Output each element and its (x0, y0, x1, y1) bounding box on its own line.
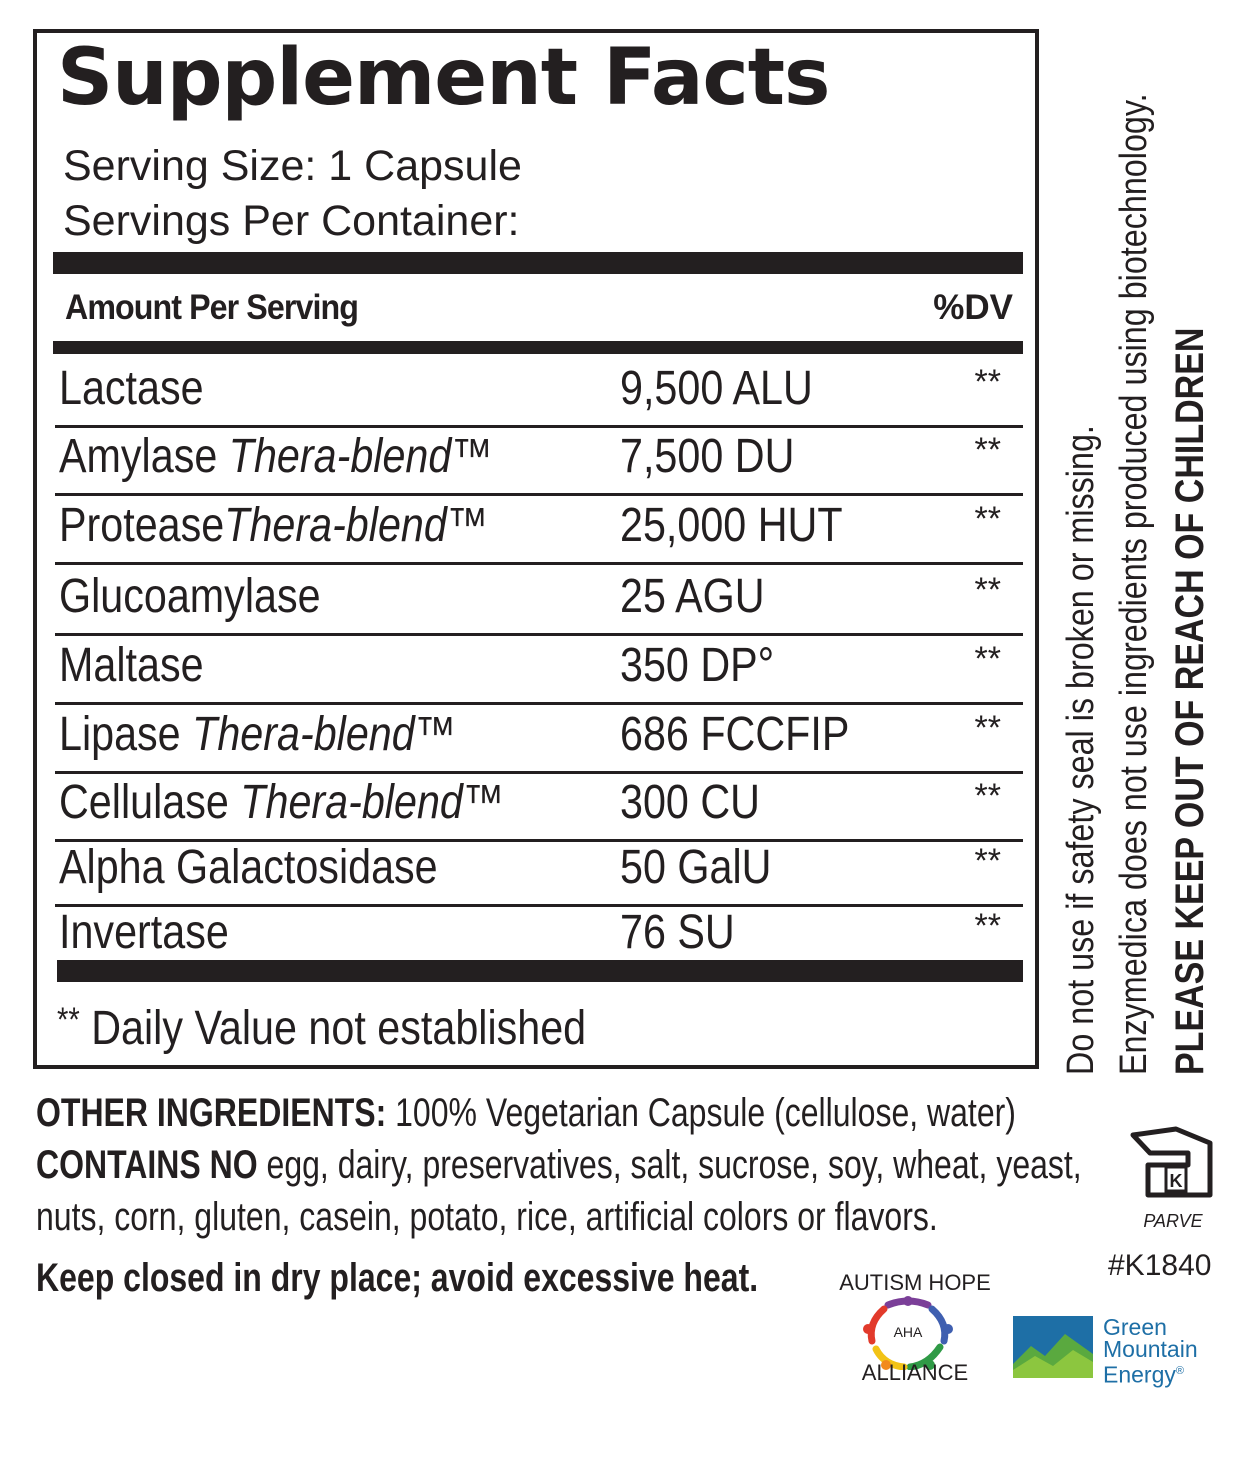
ingredient-amount: 76 SU (620, 906, 735, 959)
gme-line2: Mountain (1103, 1336, 1198, 1362)
ingredient-amount: 350 DP° (620, 639, 775, 692)
contains-no-text: egg, dairy, preservatives, salt, sucrose, soy, wheat, yeast, (257, 1143, 1082, 1187)
gme-line1: Green (1103, 1314, 1167, 1340)
contains-no-label: CONTAINS NO (36, 1143, 258, 1187)
daily-value: ** (974, 363, 1001, 401)
thick-divider-top (53, 252, 1023, 274)
ingredient-amount: 300 CU (620, 776, 760, 829)
ingredient-label: Invertase (59, 906, 229, 959)
medium-divider (53, 341, 1023, 354)
aha-top-text: AUTISM HOPE (839, 1270, 991, 1295)
footnote-text: Daily Value not established (79, 1002, 587, 1055)
ingredient-name (59, 841, 438, 894)
ingredient-name (59, 570, 321, 623)
thick-divider-bottom (57, 960, 1023, 982)
kosher-symbol-icon (1128, 1125, 1218, 1235)
daily-value: ** (974, 640, 1001, 678)
daily-value: ** (974, 777, 1001, 815)
amount-per-serving-header: Amount Per Serving (65, 288, 358, 327)
daily-value: ** (974, 907, 1001, 945)
daily-value: ** (974, 431, 1001, 469)
ingredient-amount: 50 GalU (620, 841, 772, 894)
contains-no-continued: nuts, corn, gluten, casein, potato, rice, artificial colors or flavors. (36, 1195, 938, 1239)
safety-seal-warning: Do not use if safety seal is broken or missing. (1060, 425, 1102, 1075)
ingredient-label: Lactase (59, 362, 204, 415)
blend-label: Thera-blend™ (192, 708, 456, 761)
children-warning: PLEASE KEEP OUT OF REACH OF CHILDREN (1168, 327, 1212, 1075)
ingredient-amount: 9,500 ALU (620, 362, 813, 415)
daily-value: ** (974, 500, 1001, 538)
other-ingredients (36, 1093, 1016, 1133)
other-ingredients-text: 100% Vegetarian Capsule (cellulose, water) (386, 1091, 1016, 1135)
footnote (57, 1001, 586, 1056)
ingredient-amount: 686 FCCFIP (620, 708, 850, 761)
serving-size: Serving Size: 1 Capsule (63, 142, 522, 190)
blend-label: Thera-blend™ (224, 499, 489, 552)
aha-bottom-text: ALLIANCE (861, 1360, 969, 1385)
ingredient-label: Amylase (59, 430, 229, 483)
ingredient-label: Alpha Galactosidase (59, 841, 438, 894)
aha-center-text: AHA (893, 1324, 923, 1340)
ingredient-name (59, 499, 489, 552)
table-row (55, 425, 1023, 496)
daily-value: ** (974, 842, 1001, 880)
table-row (55, 634, 1023, 705)
table-row (55, 565, 1023, 636)
contains-no (36, 1145, 1082, 1185)
ingredient-name (59, 708, 456, 761)
ingredient-amount: 7,500 DU (620, 430, 795, 483)
blend-label: Thera-blend™ (240, 776, 505, 829)
facts-title: Supplement Facts (57, 33, 830, 123)
ingredient-label: Lipase (59, 708, 193, 761)
supplement-facts-panel (33, 29, 1039, 1069)
ingredient-label: Maltase (59, 639, 204, 692)
gme-registered: ® (1175, 1365, 1184, 1377)
table-row (55, 901, 1023, 969)
kosher-letter: K (1169, 1171, 1183, 1191)
biotech-statement: Enzymedica does not use ingredients produced using biotechnology. (1113, 93, 1155, 1076)
ingredient-name (59, 430, 493, 483)
table-row (55, 494, 1023, 565)
ingredient-label: Glucoamylase (59, 570, 321, 623)
table-row (55, 771, 1023, 842)
blend-label: Thera-blend™ (228, 430, 493, 483)
table-row (55, 703, 1023, 774)
ingredient-name (59, 776, 505, 829)
table-row (55, 357, 1023, 428)
ingredient-amount: 25,000 HUT (620, 499, 843, 552)
ingredient-amount: 25 AGU (620, 570, 765, 623)
ingredient-name (59, 639, 204, 692)
gme-wordmark (1103, 1316, 1198, 1386)
kosher-parve: PARVE (1143, 1211, 1203, 1231)
kosher-code: #K1840 (1108, 1249, 1212, 1282)
ingredient-name (59, 362, 204, 415)
ingredient-label: Protease (59, 499, 225, 552)
ingredient-name (59, 906, 229, 959)
gme-line3: Energy (1103, 1361, 1176, 1388)
green-mountain-energy-logo-icon (1013, 1316, 1093, 1378)
table-row (55, 836, 1023, 907)
daily-value-header: %DV (933, 288, 1013, 327)
footnote-mark: ** (57, 1001, 80, 1039)
ingredient-label: Cellulase (59, 776, 241, 829)
daily-value: ** (974, 709, 1001, 747)
other-ingredients-label: OTHER INGREDIENTS: (36, 1091, 387, 1135)
daily-value: ** (974, 571, 1001, 609)
aha-people-circle-icon (858, 1295, 958, 1370)
storage-instructions: Keep closed in dry place; avoid excessive heat. (36, 1256, 759, 1300)
servings-per-container: Servings Per Container: (63, 197, 520, 245)
